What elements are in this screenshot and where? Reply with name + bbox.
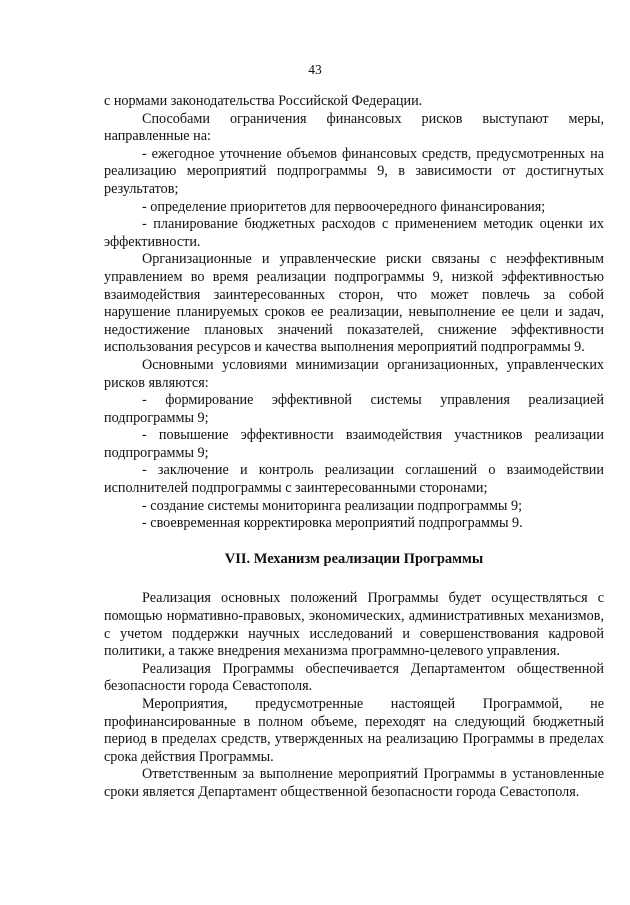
paragraph: Реализация Программы обеспечивается Департаментом общественной безопасности города Севастополя. bbox=[104, 660, 604, 695]
list-item: - создание системы мониторинга реализации подпрограммы 9; bbox=[142, 497, 523, 514]
list-item: - формирование эффективной системы управления реализацией подпрограммы 9; bbox=[104, 392, 604, 426]
list-item: - планирование бюджетных расходов с применением методик оценки их эффективности. bbox=[104, 216, 604, 250]
paragraph: с нормами законодательства Российской Федерации. bbox=[104, 93, 423, 109]
list-item: - определение приоритетов для первоочередного финансирования; bbox=[142, 198, 546, 215]
paragraph: Мероприятия, предусмотренные настоящей Программой, не профинансированные в полном объеме, переходят на следующий бюджетный период в пределах средств, утвержденных на реализацию Программы в пределах срока действия Программы. bbox=[104, 696, 604, 765]
paragraph: Ответственным за выполнение мероприятий Программы в установленные сроки является Департамент общественной безопасности города Севастополя. bbox=[104, 766, 604, 800]
list-item: - заключение и контроль реализации соглашений о взаимодействии исполнителей подпрограммы с заинтересованными сторонами; bbox=[104, 462, 604, 497]
paragraph: Основными условиями минимизации организационных, управленческих рисков являются: bbox=[104, 356, 604, 391]
list-item: - повышение эффективности взаимодействия участников реализации подпрограммы 9; bbox=[104, 427, 604, 461]
list-item: - ежегодное уточнение объемов финансовых средств, предусмотренных на реализацию мероприятий подпрограммы 9, в зависимости от достигнутых результатов; bbox=[104, 145, 604, 197]
paragraph: Реализация основных положений Программы будет осуществляться с помощью нормативно-правовых, экономических, административных механизмов, с учетом поддержки научных исследований и совершенствования кадровой политики, а также внедрения механизма программно-целевого управления. bbox=[104, 590, 604, 660]
page-number: 43 bbox=[308, 62, 322, 77]
paragraph: Способами ограничения финансовых рисков выступают меры, направленные на: bbox=[104, 110, 604, 145]
document-body bbox=[104, 93, 604, 802]
section-heading: VII. Механизм реализации Программы bbox=[224, 550, 484, 567]
list-item: - своевременная корректировка мероприятий подпрограммы 9. bbox=[142, 515, 523, 532]
paragraph: Организационные и управленческие риски связаны с неэффективным управлением во время реализации подпрограммы 9, низкой эффективностью взаимодействия заинтересованных сторон, что может повлечь за собой нарушение планируемых сроков ее реализации, невыполнение ее цели и задач, недостижение плановых значений показателей, снижение эффективности использования ресурсов и качества выполнения мероприятий подпрограммы 9. bbox=[104, 251, 604, 356]
